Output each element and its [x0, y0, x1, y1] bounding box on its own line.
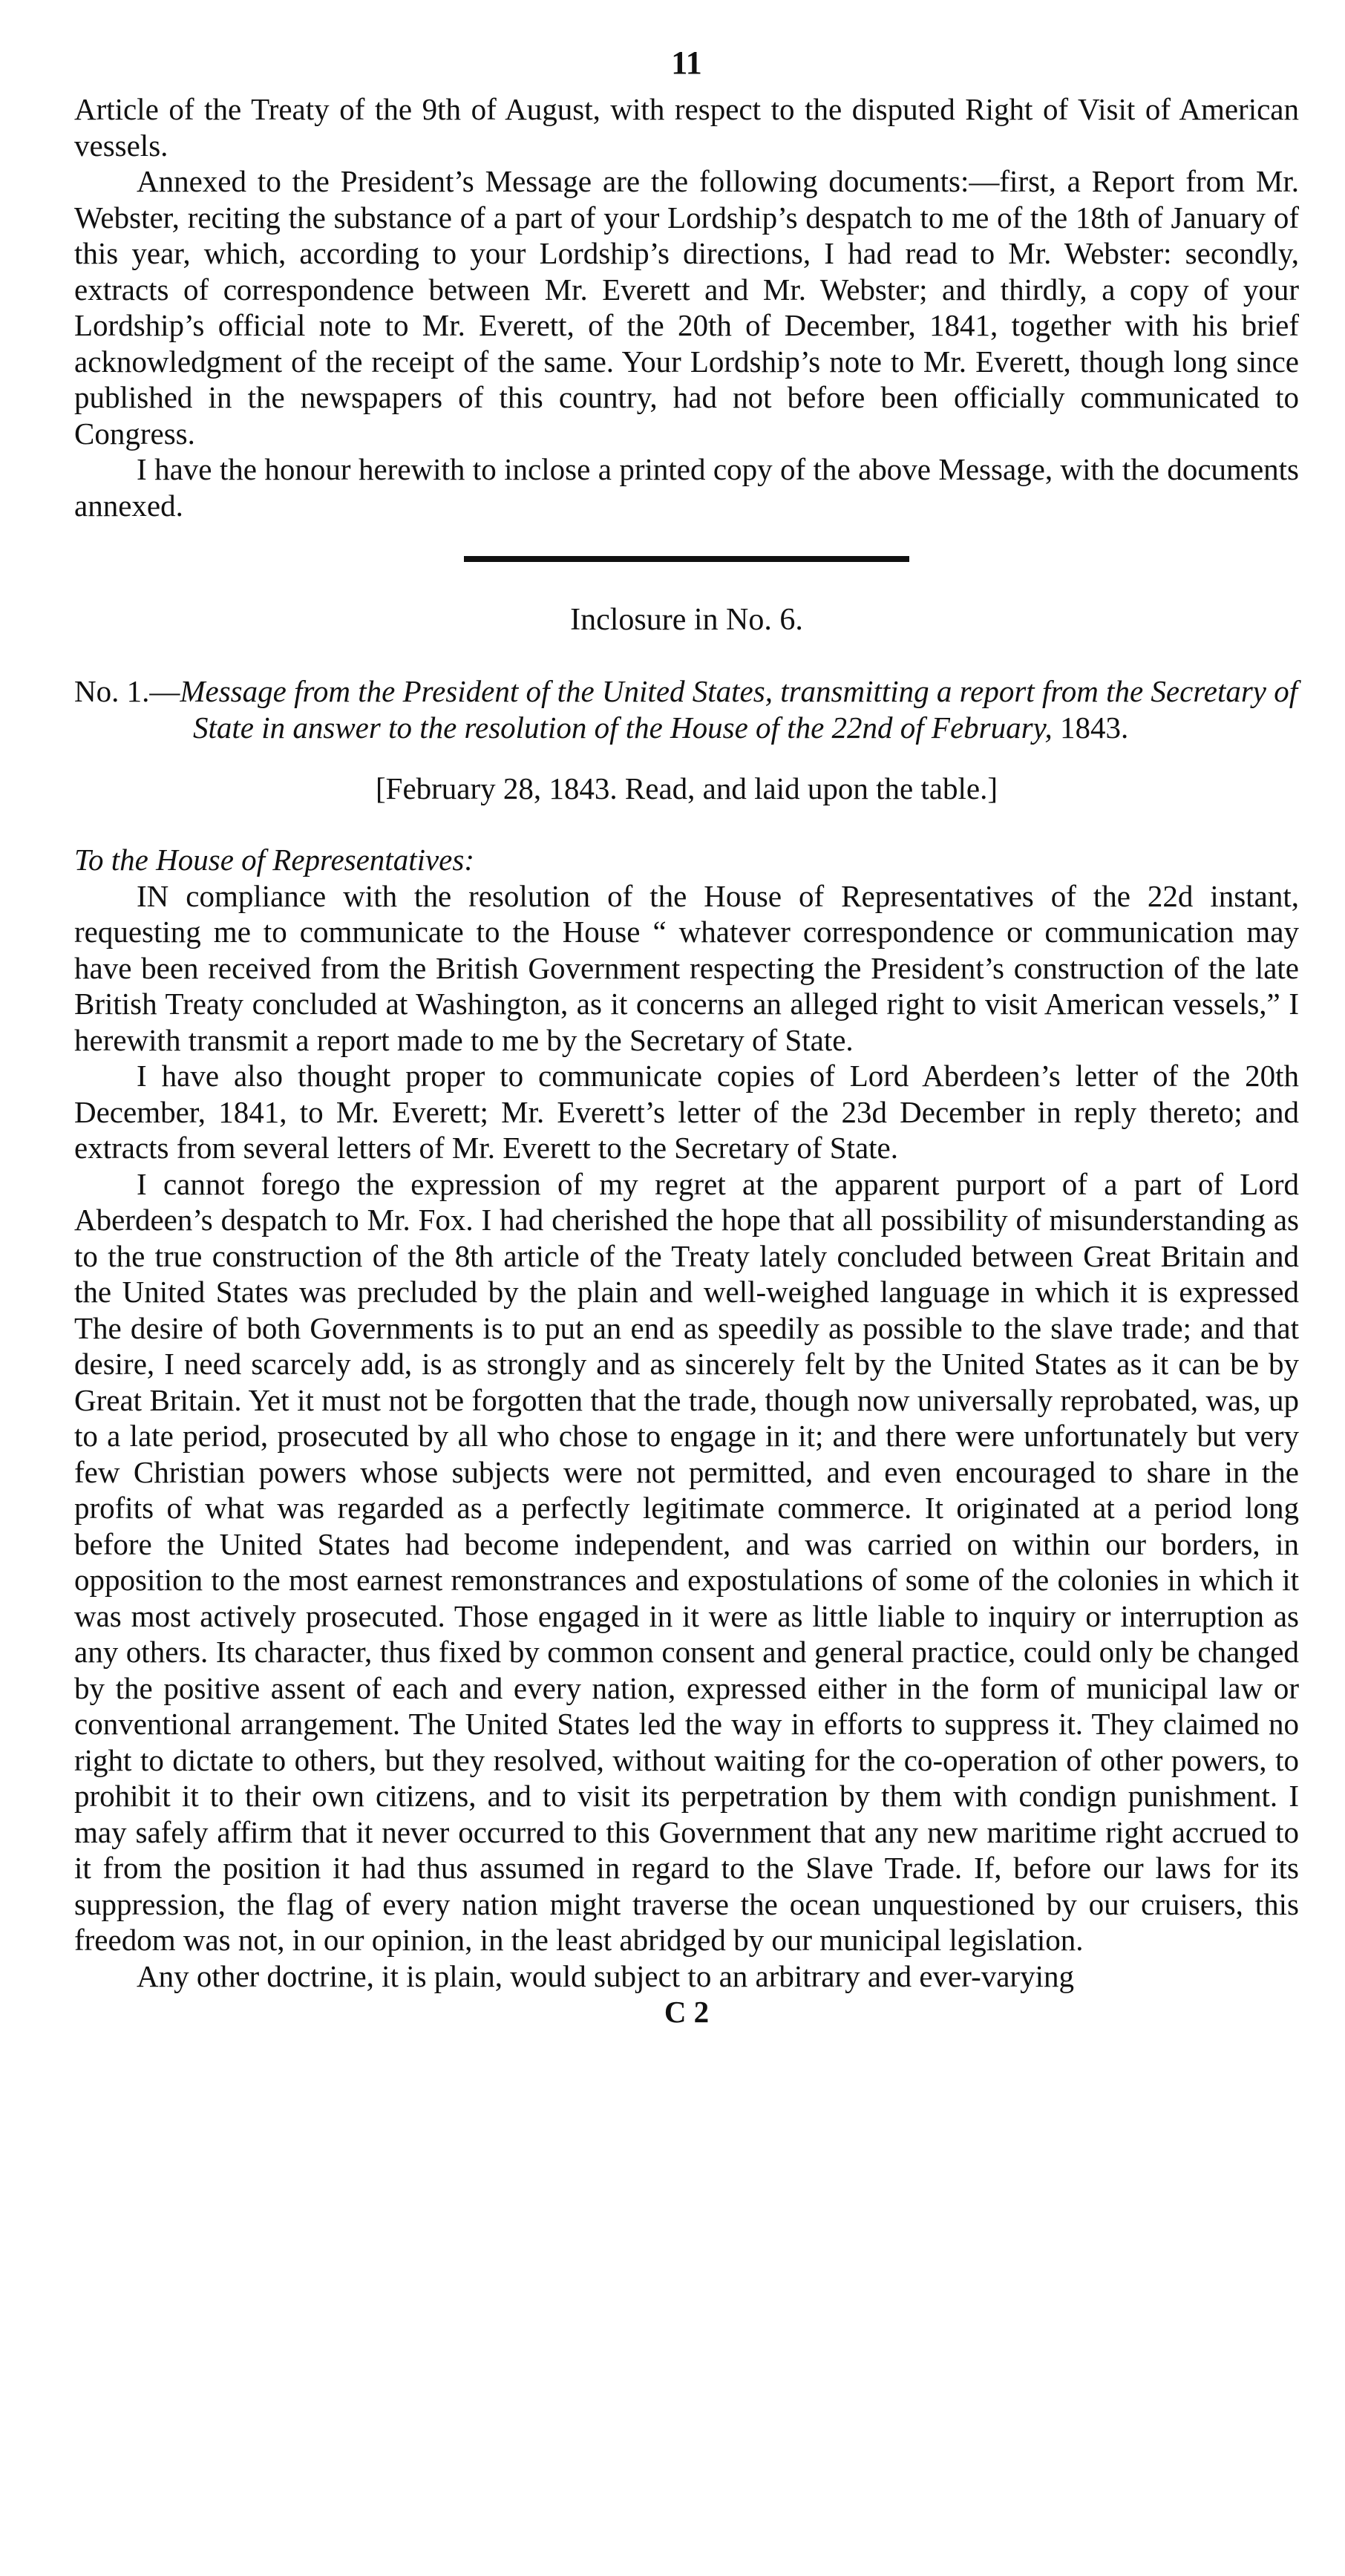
section-divider — [464, 556, 909, 562]
inclosure-heading: Inclosure in No. 6. — [570, 603, 803, 637]
salutation: To the House of Representatives: — [74, 843, 474, 877]
document-number: No. 1.— — [74, 674, 180, 708]
paragraph-continuation: Article of the Treaty of the 9th of August, with respect to the disputed Right of Visit of American vessels. — [74, 92, 1299, 163]
document-title — [74, 673, 1299, 745]
signature-mark: C 2 — [664, 1995, 710, 2029]
paragraph-annexed-documents: Annexed to the President’s Message are the following documents:—first, a Report from Mr. Webster, reciting the substance of a part of your Lordship’s despatch to me of the 18th of January of this year, which, according to your Lordship’s directions, I had read to Mr. Webster: secondly, extracts of correspondence between Mr. Everett and Mr. Webster; and thirdly, a copy of your Lordship’s official note to Mr. Everett, of the 20th of December, 1841, together with his brief acknowledgment of the receipt of the same. Your Lordship’s note to Mr. Everett, though long since published in the newspapers of this country, had not before been officially communicated to Congress. — [74, 164, 1299, 451]
paragraph-other-doctrine: Any other doctrine, it is plain, would subject to an arbitrary and ever-varying — [137, 1958, 1074, 1993]
dateline: [February 28, 1843. Read, and laid upon the table.] — [376, 771, 998, 805]
paragraph-inclose-copy: I have the honour herewith to inclose a printed copy of the above Message, with the documents annexed. — [74, 452, 1299, 523]
document-page — [74, 41, 1299, 2550]
document-year: 1843. — [1052, 710, 1129, 745]
paragraph-regret: I cannot forego the expression of my regret at the apparent purport of a part of Lord Aberdeen’s despatch to Mr. Fox. I had cherished the hope that all possibility of misunderstanding as to the true construction of the 8th article of the Treaty lately concluded between Great Britain and the United States was precluded by the plain and well-weighed language in which it is expressed The desire of both Governments is to put an end as speedily as possible to the slave trade; and that desire, I need scarcely add, is as strongly and as sincerely felt by the United States as it can be by Great Britain. Yet it must not be forgotten that the trade, though now universally reprobated, was, up to a late period, prosecuted by all who chose to engage in it; and there were unfortunately but very few Christian powers whose subjects were not permitted, and even encouraged to share in the profits of what was regarded as a perfectly legitimate commerce. It originated at a period long before the United States had become independent, and was carried on within our borders, in opposition to the most earnest remonstrances and expostulations of some of the colonies in which it was most actively prosecuted. Those engaged in it were as little liable to inquiry or interruption as any others. Its character, thus fixed by common consent and general practice, could only be changed by the positive assent of each and every nation, expressed either in the form of municipal law or conventional arrangement. The United States led the way in efforts to suppress it. They claimed no right to dictate to others, but they resolved, without waiting for the co-operation of other powers, to prohibit it to their own citizens, and to visit its perpetration by them with condign punishment. I may safely affirm that it never occurred to this Government that any new maritime right accrued to it from the position it had thus assumed in regard to the Slave Trade. If, before our laws for its suppression, the flag of every nation might traverse the ocean unquestioned by our cruisers, this freedom was not, in our opinion, in the least abridged by our municipal legislation. — [74, 1166, 1299, 1957]
page-number: 11 — [671, 45, 702, 81]
paragraph-compliance: IN compliance with the resolution of the House of Representatives of the 22d instant, requesting me to communicate to the House “ whatever correspondence or communication may have been received from the British Government respecting the President’s construction of the late British Treaty concluded at Washington, as it concerns an alleged right to visit American vessels,” I herewith transmit a report made to me by the Secretary of State. — [74, 878, 1299, 1057]
document-description: Message from the President of the United States, transmitting a report from the Secretary of State in answer to the resolution of the House of the 22nd of February, — [180, 674, 1298, 745]
paragraph-copies: I have also thought proper to communicate copies of Lord Aberdeen’s letter of the 20th December, 1841, to Mr. Everett; Mr. Everett’s letter of the 23d December in reply thereto; and extracts from several letters of Mr. Everett to the Secretary of State. — [74, 1059, 1299, 1165]
